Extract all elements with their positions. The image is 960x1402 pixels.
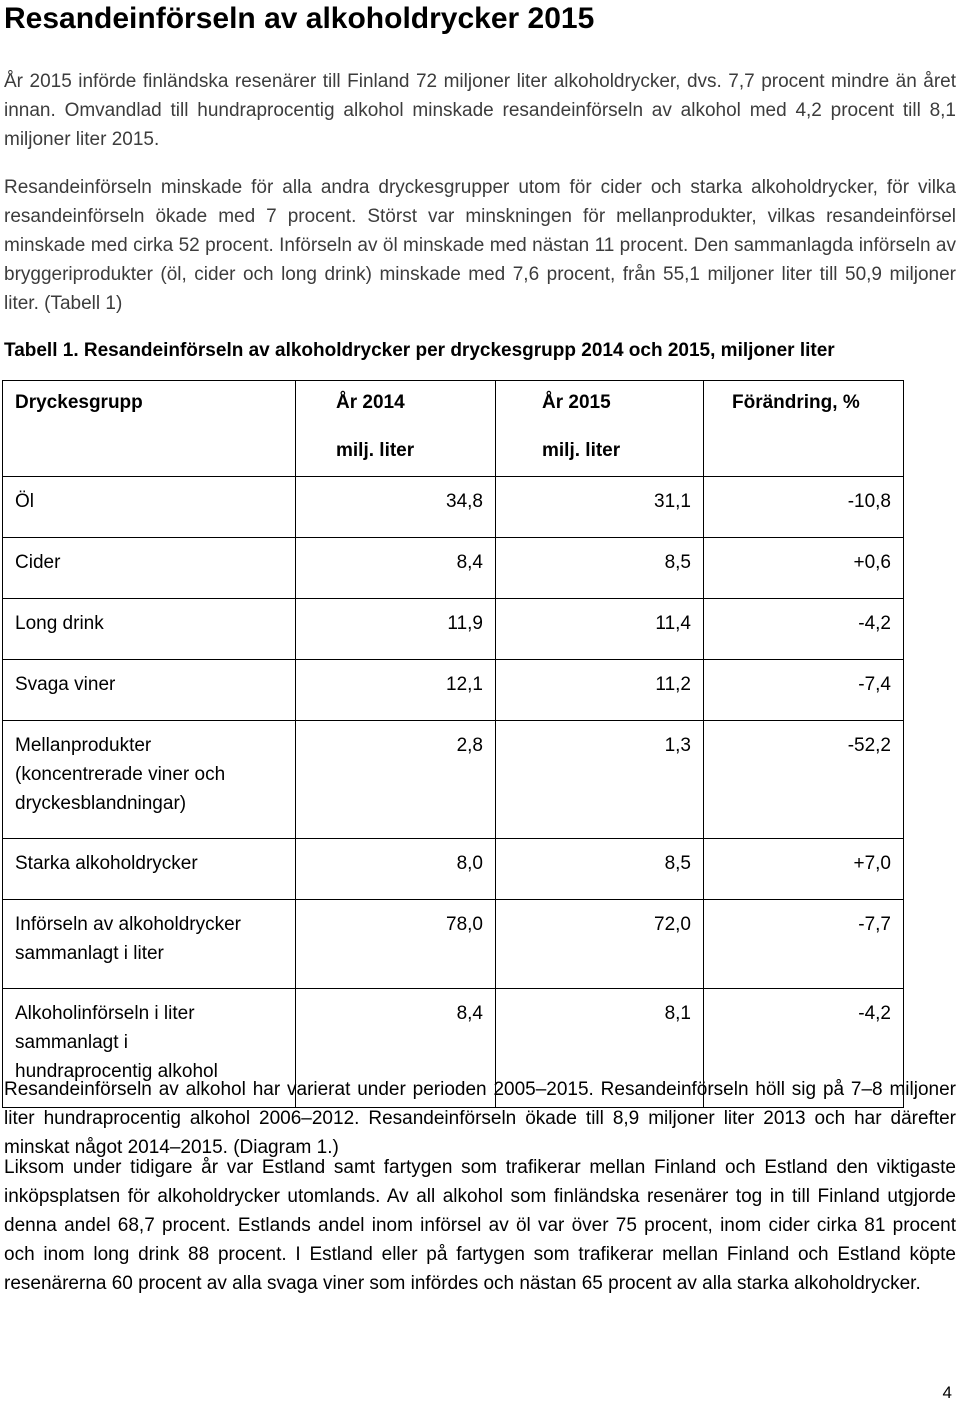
row-2015-value: 11,2 — [496, 660, 704, 721]
row-change-value: -52,2 — [704, 721, 904, 839]
row-2014-value: 2,8 — [296, 721, 496, 839]
estonia-paragraph: Liksom under tidigare år var Estland samt fartygen som trafikerar mellan Finland och Estland den viktigaste inköpsplatsen för alkoholdrycker utomlands. Av all alkohol som finländska resenärer tog in till Finland utgjorde denna andel 68,7 procent. Estlands andel inom införsel av öl var över 75 procent, inom cider cirka 81 procent och inom long drink 88 procent. I Estland eller på fartygen som trafikerar mellan Finland och Estland köpte resenärerna 60 procent av alla svaga viner som infördes och nästan 65 procent av alla starka alkoholdrycker. — [4, 1157, 956, 1294]
row-2015-value: 8,5 — [496, 538, 704, 599]
header-change-label: Förändring, % — [732, 392, 860, 413]
row-2014-value: 8,4 — [296, 538, 496, 599]
row-2015-value: 72,0 — [496, 900, 704, 989]
row-change-value: -10,8 — [704, 477, 904, 538]
row-change-value: +0,6 — [704, 538, 904, 599]
row-change-value: -7,4 — [704, 660, 904, 721]
row-2014-value: 34,8 — [296, 477, 496, 538]
groups-paragraph: Resandeinförseln minskade för alla andra dryckesgrupper utom för cider och starka alkoholdrycker, för vilka resandeinförseln ökade med 7 procent. Störst var minskningen för mellanprodukter, vilkas resandeinförsel minskade med cirka 52 procent. Införseln av öl minskade med nästan 11 procent. Den sammanlagda införseln av bryggeriprodukter (öl, cider och long drink) minskade med 7,6 procent, från 55,1 miljoner liter till 50,9 miljoner liter. (Tabell 1) — [4, 177, 956, 314]
row-group-name: Mellanprodukter (koncentrerade viner och dryckesblandningar) — [3, 721, 296, 839]
row-change-value: -4,2 — [704, 599, 904, 660]
data-table — [2, 380, 904, 1108]
table-row — [3, 900, 904, 989]
header-group-label: Dryckesgrupp — [15, 392, 143, 413]
row-2014-value: 11,9 — [296, 599, 496, 660]
table-header-row — [3, 381, 904, 477]
header-cell-2014 — [296, 381, 496, 477]
row-2015-value: 1,3 — [496, 721, 704, 839]
header-2014-label: År 2014 — [336, 392, 405, 413]
row-change-value: -7,7 — [704, 900, 904, 989]
row-2014-value: 8,0 — [296, 839, 496, 900]
table-row — [3, 538, 904, 599]
header-cell-group — [3, 381, 296, 477]
table-row — [3, 660, 904, 721]
row-2015-value: 11,4 — [496, 599, 704, 660]
trend-paragraph: Resandeinförseln av alkohol har varierat under perioden 2005–2015. Resandeinförseln höll sig på 7–8 miljoner liter hundraprocentig alkohol 2006–2012. Resandeinförseln ökade till 8,9 miljoner liter 2013 och har därefter minskat något 2014–2015. (Diagram 1.) — [4, 1079, 956, 1158]
header-cell-change — [704, 381, 904, 477]
table-row — [3, 599, 904, 660]
row-change-value: -4,2 — [704, 989, 904, 1108]
header-2015-label: År 2015 — [542, 392, 611, 413]
row-group-name: Alkoholinförseln i liter sammanlagt i hundraprocentig alkohol — [3, 989, 296, 1108]
row-change-value: +7,0 — [704, 839, 904, 900]
table-caption: Tabell 1. Resandeinförseln av alkoholdrycker per dryckesgrupp 2014 och 2015, miljoner liter — [4, 340, 835, 361]
row-group-name: Införseln av alkoholdrycker sammanlagt i liter — [3, 900, 296, 989]
header-2014-unit: milj. liter — [336, 440, 415, 461]
intro-paragraph: År 2015 införde finländska resenärer till Finland 72 miljoner liter alkoholdrycker, dvs. 7,7 procent mindre än året innan. Omvandlad till hundraprocentig alkohol minskade resandeinförseln av alkohol med 4,2 procent till 8,1 miljoner liter 2015. — [4, 71, 956, 150]
table-row — [3, 839, 904, 900]
row-2015-value: 31,1 — [496, 477, 704, 538]
page-title: Resandeinförseln av alkoholdrycker 2015 — [4, 2, 595, 35]
table-row — [3, 477, 904, 538]
row-2014-value: 12,1 — [296, 660, 496, 721]
row-2014-value: 8,4 — [296, 989, 496, 1108]
row-group-name: Starka alkoholdrycker — [3, 839, 296, 900]
page-number: 4 — [942, 1383, 952, 1402]
row-2014-value: 78,0 — [296, 900, 496, 989]
row-group-name: Öl — [3, 477, 296, 538]
row-2015-value: 8,5 — [496, 839, 704, 900]
table-row — [3, 721, 904, 839]
row-group-name: Svaga viner — [3, 660, 296, 721]
header-cell-2015 — [496, 381, 704, 477]
row-group-name: Cider — [3, 538, 296, 599]
row-2015-value: 8,1 — [496, 989, 704, 1108]
row-group-name: Long drink — [3, 599, 296, 660]
header-2015-unit: milj. liter — [542, 440, 621, 461]
